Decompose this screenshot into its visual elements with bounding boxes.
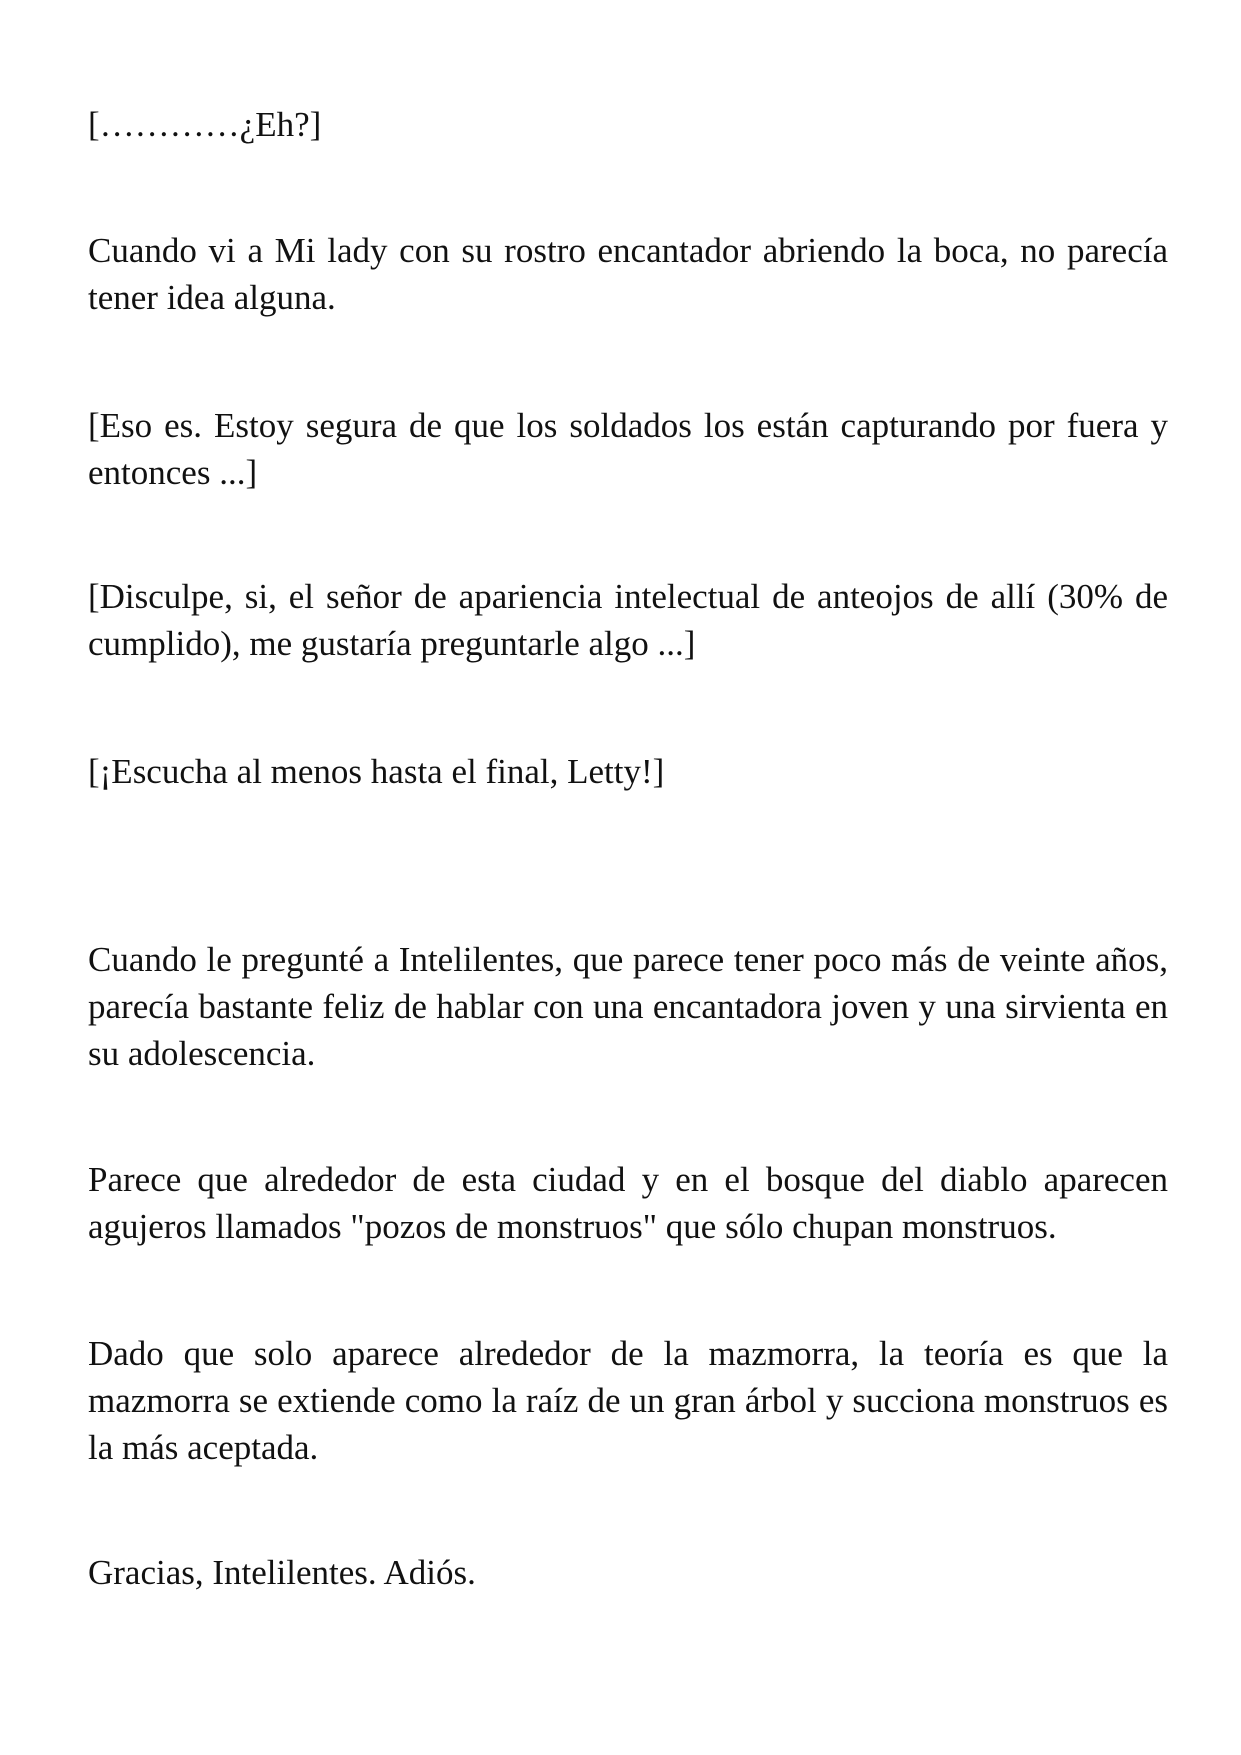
paragraph: [¡Escucha al menos hasta el final, Letty!] <box>88 752 665 791</box>
paragraph: Parece que alrededor de esta ciudad y en el bosque del diablo aparecen agujeros llamados "pozos de monstruos" que sólo chupan monstruos. <box>88 1160 1168 1246</box>
paragraph: [Disculpe, si, el señor de apariencia intelectual de anteojos de allí (30% de cumplido), me gustaría preguntarle algo ...] <box>88 577 1168 663</box>
paragraph: […………¿Eh?] <box>88 105 322 144</box>
paragraph: Cuando vi a Mi lady con su rostro encantador abriendo la boca, no parecía tener idea alguna. <box>88 231 1168 317</box>
paragraph: Dado que solo aparece alrededor de la mazmorra, la teoría es que la mazmorra se extiende como la raíz de un gran árbol y succiona monstruos es la más aceptada. <box>88 1334 1168 1467</box>
paragraph: Cuando le pregunté a Intelilentes, que parece tener poco más de veinte años, parecía bastante feliz de hablar con una encantadora joven y una sirvienta en su adolescencia. <box>88 940 1168 1073</box>
paragraph: Gracias, Intelilentes. Adiós. <box>88 1553 476 1592</box>
paragraph: [Eso es. Estoy segura de que los soldados los están capturando por fuera y entonces ...] <box>88 406 1168 492</box>
